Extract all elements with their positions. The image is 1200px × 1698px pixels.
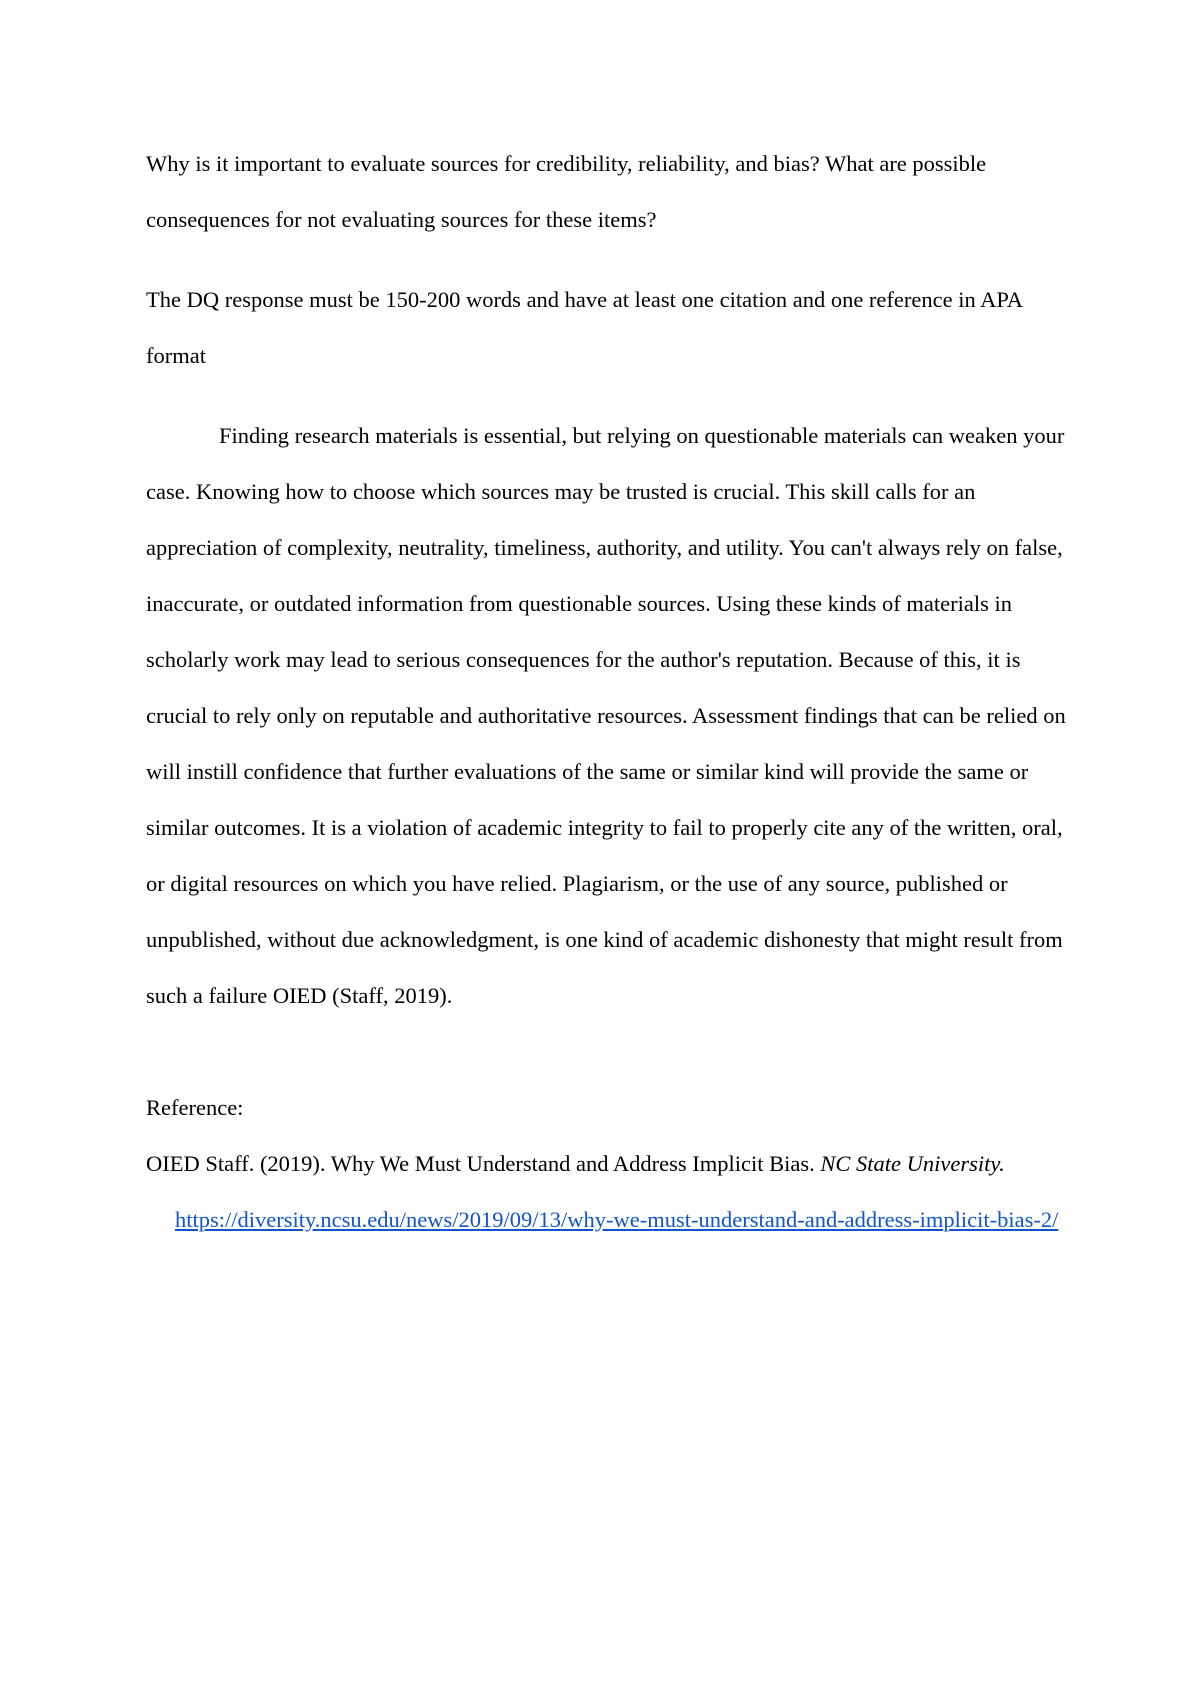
reference-journal: NC State University. (820, 1151, 1005, 1176)
blank-line (146, 1024, 1066, 1080)
document-content (146, 136, 1066, 1248)
response-requirement: The DQ response must be 150-200 words and have at least one citation and one reference in APA format (146, 287, 1022, 368)
discussion-prompt: Why is it important to evaluate sources for credibility, reliability, and bias? What are possible consequences for not evaluating sources for these items? (146, 151, 987, 232)
reference-entry (146, 1136, 1066, 1248)
reference-citation-text: OIED Staff. (2019). Why We Must Understand and Address Implicit Bias. (146, 1151, 821, 1176)
reference-link[interactable]: https://diversity.ncsu.edu/news/2019/09/13/why-we-must-understand-and-address-implicit-bias-2/ (175, 1207, 1059, 1232)
response-paragraph: Finding research materials is essential, but relying on questionable materials can weaken your case. Knowing how to choose which sources may be trusted is crucial. This skill calls for an appreciation of complexity, neutrality, timeliness, authority, and utility. You can't always rely on false, inaccurate, or outdated information from questionable sources. Using these kinds of materials in scholarly work may lead to serious consequences for the author's reputation. Because of this, it is crucial to rely only on reputable and authoritative resources. Assessment findings that can be relied on will instill confidence that further evaluations of the same or similar kind will provide the same or similar outcomes. It is a violation of academic integrity to fail to properly cite any of the written, oral, or digital resources on which you have relied. Plagiarism, or the use of any source, published or unpublished, without due acknowledgment, is one kind of academic dishonesty that might result from such a failure OIED (Staff, 2019). (146, 423, 1066, 1008)
reference-heading: Reference: (146, 1095, 244, 1120)
